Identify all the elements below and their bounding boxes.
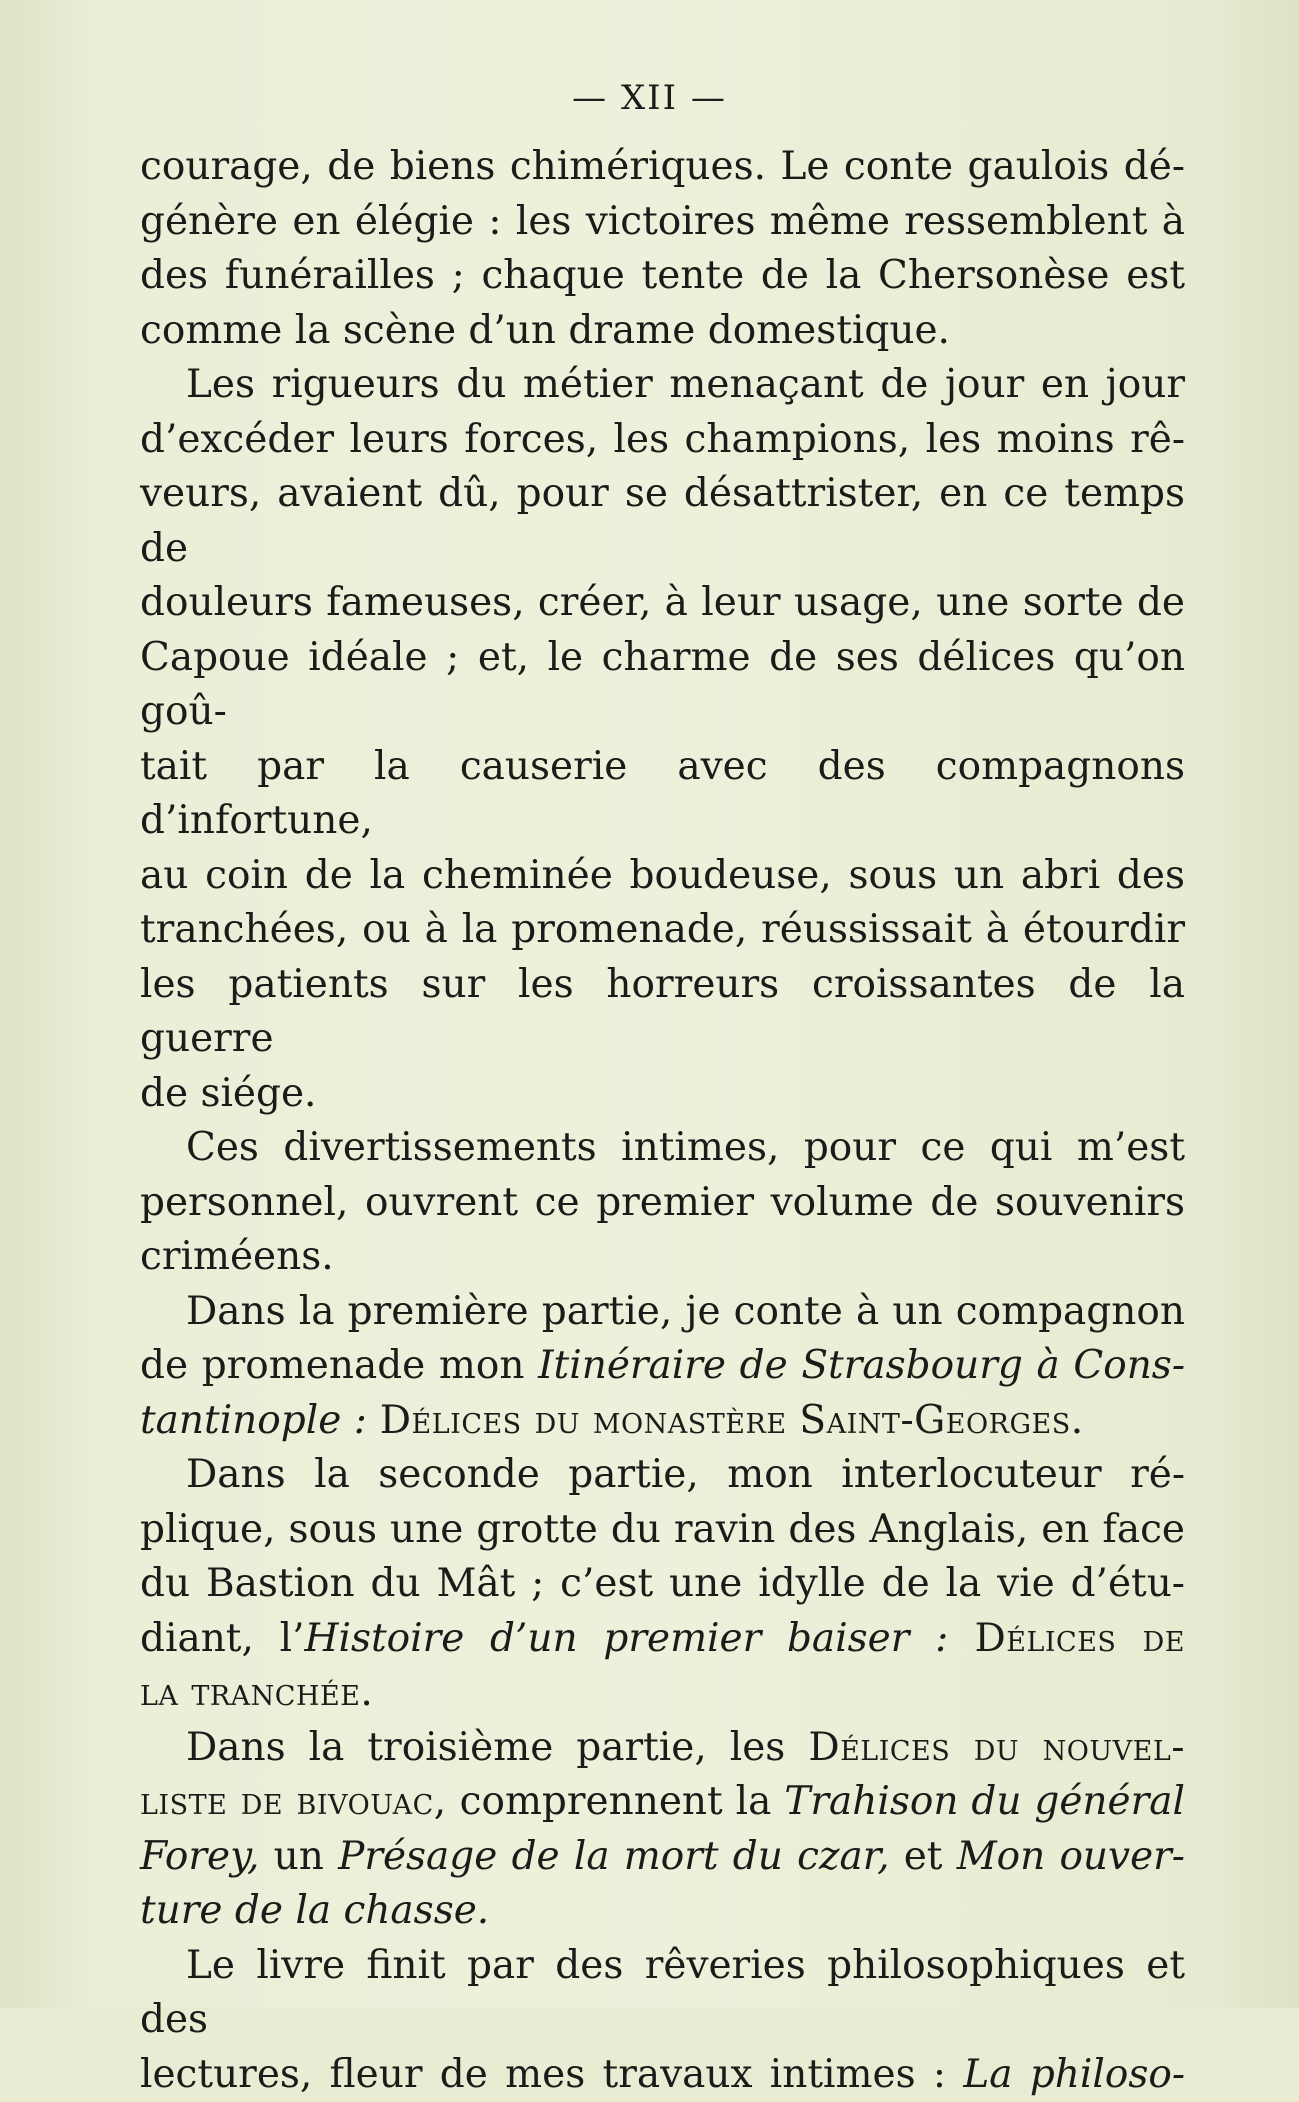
- text-line: [140, 1721, 1185, 1776]
- text-line: Ces divertissements intimes, pour ce qui m’est: [140, 1121, 1185, 1176]
- text-line: au coin de la cheminée boudeuse, sous un abri des: [140, 849, 1185, 904]
- text-line: Capoue idéale ; et, le charme de ses délices qu’on goû-: [140, 631, 1185, 740]
- text-line: Le livre finit par des rêveries philosophiques et des: [140, 1939, 1185, 2048]
- text-line: tait par la causerie avec des compagnons d’infortune,: [140, 740, 1185, 849]
- text-span: comprennent la: [447, 1779, 785, 1824]
- body-text: [140, 140, 1185, 2102]
- text-span: et: [890, 1834, 957, 1879]
- italic-title: Forey,: [140, 1834, 259, 1879]
- text-line: [140, 2048, 1185, 2102]
- italic-title: ture de la chasse.: [140, 1884, 1185, 1939]
- italic-title: tantinople :: [140, 1398, 367, 1443]
- text-line: [140, 1394, 1185, 1449]
- text-span: Dans la troisième partie, les: [186, 1725, 808, 1770]
- text-line: Dans la seconde partie, mon interlocuteur ré-: [140, 1448, 1185, 1503]
- text-line: d’excéder leurs forces, les champions, les moins rê-: [140, 413, 1185, 468]
- text-line: les patients sur les horreurs croissantes de la guerre: [140, 958, 1185, 1067]
- text-span: lectures, fleur de mes travaux intimes :: [140, 2052, 963, 2097]
- italic-title: Trahison du général: [784, 1779, 1185, 1824]
- italic-title: Itinéraire de Strasbourg à Cons-: [538, 1343, 1185, 1388]
- text-line: [140, 1830, 1185, 1885]
- italic-title: Présage de la mort du czar,: [338, 1834, 889, 1879]
- text-line: personnel, ouvrent ce premier volume de souvenirs: [140, 1176, 1185, 1231]
- paragraph-4: [140, 1285, 1185, 1449]
- text-line: des funérailles ; chaque tente de la Chersonèse est: [140, 249, 1185, 304]
- paragraph-5: [140, 1448, 1185, 1721]
- small-caps-title: Délices du monastère Saint-Georges.: [367, 1398, 1084, 1443]
- italic-title: Mon ouver-: [957, 1834, 1185, 1879]
- small-caps-title: Délices de: [948, 1616, 1185, 1661]
- text-line: courage, de biens chimériques. Le conte gaulois dé-: [140, 140, 1185, 195]
- paragraph-7: [140, 1939, 1185, 2102]
- text-line: criméens.: [140, 1230, 1185, 1285]
- paragraph-3: [140, 1121, 1185, 1285]
- text-line: Les rigueurs du métier menaçant de jour en jour: [140, 358, 1185, 413]
- small-caps-title: la tranchée.: [140, 1666, 1185, 1721]
- paragraph-2: [140, 358, 1185, 1121]
- text-line: douleurs fameuses, créer, à leur usage, une sorte de: [140, 576, 1185, 631]
- text-line: plique, sous une grotte du ravin des Anglais, en face: [140, 1503, 1185, 1558]
- text-span: de promenade mon: [140, 1343, 538, 1388]
- italic-title: Histoire d’un premier baiser :: [304, 1616, 948, 1661]
- text-line: [140, 1612, 1185, 1667]
- text-line: comme la scène d’un drame domestique.: [140, 304, 1185, 359]
- text-span: un: [259, 1834, 338, 1879]
- text-line: Dans la première partie, je conte à un compagnon: [140, 1285, 1185, 1340]
- text-span: diant, l’: [140, 1616, 304, 1661]
- text-line: du Bastion du Mât ; c’est une idylle de la vie d’étu-: [140, 1557, 1185, 1612]
- text-line: veurs, avaient dû, pour se désattrister, en ce temps de: [140, 467, 1185, 576]
- paragraph-1: [140, 140, 1185, 358]
- small-caps-title: liste de bivouac,: [140, 1779, 447, 1824]
- text-line: génère en élégie : les victoires même ressemblent à: [140, 195, 1185, 250]
- paragraph-6: [140, 1721, 1185, 1939]
- small-caps-title: Délices du nouvel-: [808, 1725, 1185, 1770]
- italic-title: La philoso-: [963, 2052, 1185, 2097]
- page-number-header: — XII —: [0, 78, 1299, 118]
- text-line: de siége.: [140, 1067, 1185, 1122]
- text-line: [140, 1339, 1185, 1394]
- text-line: tranchées, ou à la promenade, réussissait à étourdir: [140, 903, 1185, 958]
- text-line: [140, 1775, 1185, 1830]
